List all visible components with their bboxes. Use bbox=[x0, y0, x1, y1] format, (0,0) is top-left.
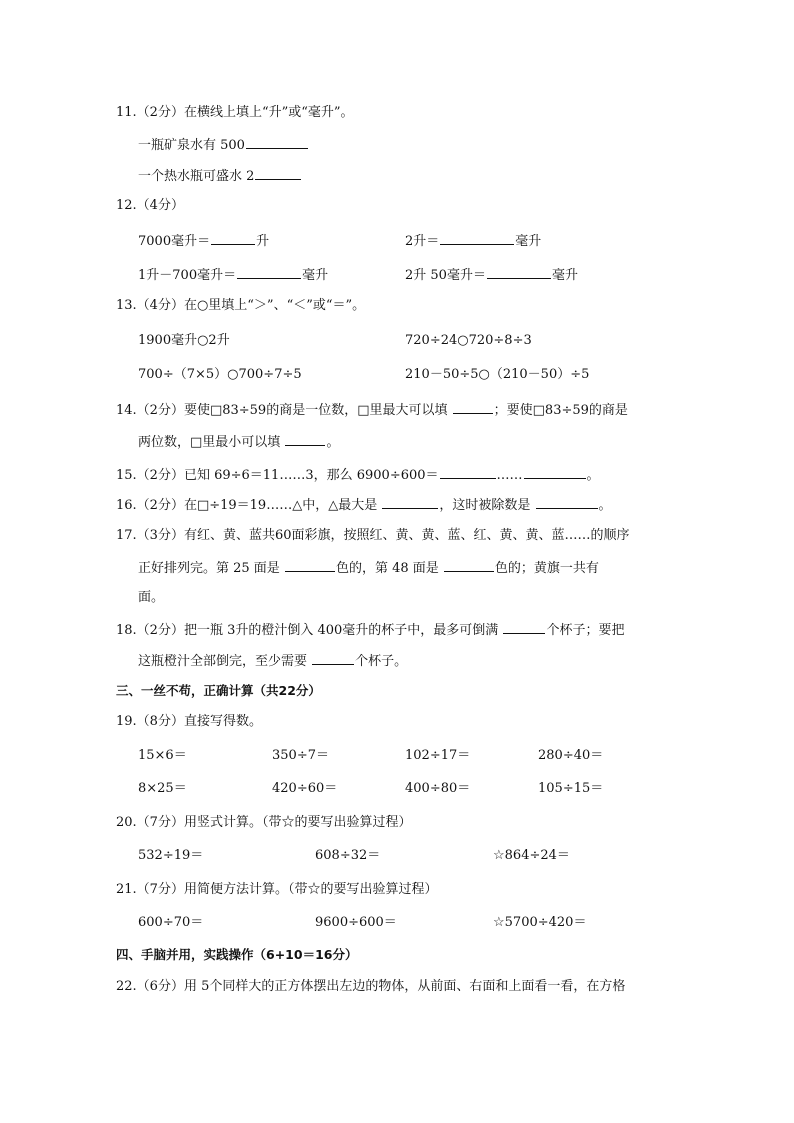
section-3-heading: 三、一丝不苟，正确计算（共22分） bbox=[116, 683, 321, 698]
q12-b-unit: 毫升 bbox=[515, 234, 542, 249]
q14-text: 14.（2分）要使□83÷59的商是一位数，□里最大可以填 bbox=[116, 403, 448, 418]
q21-stem: 21.（7分）用简便方法计算。（带☆的要写出验算过程） bbox=[116, 882, 438, 897]
q17-line1: 17.（3分）有红、黄、蓝共60面彩旗，按照红、黄、黄、蓝、红、黄、黄、蓝……的顺序 bbox=[116, 528, 630, 543]
q19-item: 280÷40＝ bbox=[538, 748, 604, 763]
q12-a-text: 7000毫升＝ bbox=[138, 234, 211, 249]
q16-text: 。 bbox=[598, 498, 612, 513]
q14-text: ；要使□83÷59的商是 bbox=[493, 403, 628, 418]
q21-item: 600÷70＝ bbox=[138, 915, 204, 930]
q11-b-text: 一个热水瓶可盛水 2 bbox=[138, 169, 255, 184]
q13-stem: 13.（4分）在○里填上“＞”、“＜”或“＝”。 bbox=[116, 298, 366, 313]
q12-b-text: 2升＝ bbox=[405, 234, 440, 249]
answer-blank[interactable] bbox=[444, 559, 494, 572]
answer-blank[interactable] bbox=[255, 167, 301, 180]
q14-line1 bbox=[116, 401, 628, 419]
q16-text: ，这时被除数是 bbox=[439, 498, 531, 513]
q17-text: 色的；黄旗一共有 bbox=[494, 561, 599, 576]
answer-blank[interactable] bbox=[211, 232, 255, 245]
answer-blank[interactable] bbox=[382, 496, 438, 509]
q12-a-unit: 升 bbox=[256, 234, 270, 249]
answer-blank[interactable] bbox=[487, 266, 551, 279]
q12-d-unit: 毫升 bbox=[551, 268, 578, 283]
q14-line2 bbox=[138, 433, 339, 451]
q13-item-d: 210－50÷5○（210－50）÷5 bbox=[405, 367, 590, 382]
q18-text: 18.（2分）把一瓶 3升的橙汁倒入 400毫升的杯子中，最多可倒满 bbox=[116, 623, 499, 638]
q18-text: 个杯子。 bbox=[355, 654, 408, 669]
q18-line2 bbox=[138, 652, 407, 670]
q12-item-d bbox=[405, 266, 578, 284]
answer-blank[interactable] bbox=[285, 559, 335, 572]
q11-item-b bbox=[138, 167, 302, 185]
answer-blank[interactable] bbox=[285, 433, 325, 446]
q19-item: 400÷80＝ bbox=[405, 781, 471, 796]
q16 bbox=[116, 496, 612, 514]
q11-item-a bbox=[138, 136, 309, 154]
q20-item: ☆864÷24＝ bbox=[493, 848, 570, 863]
q17-text: 色的，第 48 面是 bbox=[335, 561, 439, 576]
q15-text: 15.（2分）已知 69÷6＝11……3，那么 6900÷600＝ bbox=[116, 468, 439, 483]
q21-item: ☆5700÷420＝ bbox=[493, 915, 587, 930]
q20-item: 532÷19＝ bbox=[138, 848, 204, 863]
q19-item: 15×6＝ bbox=[138, 748, 187, 763]
q12-stem: 12.（4分） bbox=[116, 198, 184, 213]
q11-a-text: 一瓶矿泉水有 500 bbox=[138, 138, 245, 153]
q12-item-b bbox=[405, 232, 541, 250]
answer-blank[interactable] bbox=[453, 401, 493, 414]
q19-item: 350÷7＝ bbox=[272, 748, 329, 763]
answer-blank[interactable] bbox=[312, 652, 354, 665]
q20-item: 608÷32＝ bbox=[315, 848, 381, 863]
q19-stem: 19.（8分）直接写得数。 bbox=[116, 714, 262, 729]
q19-item: 105÷15＝ bbox=[538, 781, 604, 796]
q15-text: …… bbox=[496, 468, 523, 483]
q20-stem: 20.（7分）用竖式计算。（带☆的要写出验算过程） bbox=[116, 815, 412, 830]
answer-blank[interactable] bbox=[536, 496, 598, 509]
q15-text: 。 bbox=[586, 468, 600, 483]
answer-blank[interactable] bbox=[246, 136, 308, 149]
q19-item: 8×25＝ bbox=[138, 781, 187, 796]
answer-blank[interactable] bbox=[440, 466, 496, 479]
q16-text: 16.（2分）在□÷19＝19……△中，△最大是 bbox=[116, 498, 378, 513]
q12-item-c bbox=[138, 266, 328, 284]
q13-item-b: 720÷24○720÷8÷3 bbox=[405, 333, 532, 348]
q22-stem: 22.（6分）用 5个同样大的正方体摆出左边的物体，从前面、右面和上面看一看，在方格 bbox=[116, 979, 626, 994]
q19-item: 420÷60＝ bbox=[272, 781, 338, 796]
section-4-heading: 四、手脑并用，实践操作（6+10＝16分） bbox=[116, 947, 358, 962]
q17-text: 正好排列完。第 25 面是 bbox=[138, 561, 280, 576]
q18-line1 bbox=[116, 621, 624, 639]
q13-item-c: 700÷（7×5）○700÷7÷5 bbox=[138, 367, 302, 382]
q21-item: 9600÷600＝ bbox=[315, 915, 397, 930]
answer-blank[interactable] bbox=[503, 621, 545, 634]
q15 bbox=[116, 466, 600, 484]
q19-item: 102÷17＝ bbox=[405, 748, 471, 763]
answer-blank[interactable] bbox=[524, 466, 586, 479]
q12-c-unit: 毫升 bbox=[302, 268, 329, 283]
q13-item-a: 1900毫升○2升 bbox=[138, 333, 230, 348]
q12-c-text: 1升－700毫升＝ bbox=[138, 268, 237, 283]
q18-text: 这瓶橙汁全部倒完，至少需要 bbox=[138, 654, 308, 669]
q17-line2 bbox=[138, 559, 599, 577]
q12-item-a bbox=[138, 232, 269, 250]
q18-text: 个杯子；要把 bbox=[546, 623, 625, 638]
q17-line3: 面。 bbox=[138, 590, 165, 605]
q14-text: 。 bbox=[326, 435, 340, 450]
q11-stem: 11.（2分）在横线上填上“升”或“毫升”。 bbox=[116, 105, 354, 120]
answer-blank[interactable] bbox=[237, 266, 301, 279]
q14-text: 两位数，□里最小可以填 bbox=[138, 435, 281, 450]
q12-d-text: 2升 50毫升＝ bbox=[405, 268, 486, 283]
answer-blank[interactable] bbox=[440, 232, 514, 245]
